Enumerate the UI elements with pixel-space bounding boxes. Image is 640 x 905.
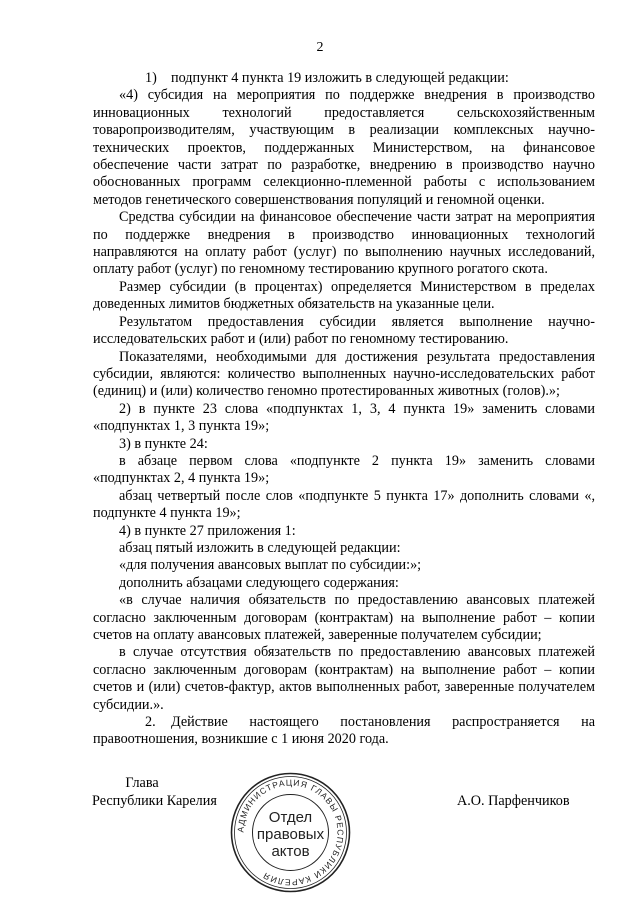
paragraph: Размер субсидии (в процентах) определяется Министерством в пределах доведенных лимитов бюджетных обязательств на указанные цели.	[93, 278, 595, 313]
paragraph: Результатом предоставления субсидии является выполнение научно-исследовательских работ и (или) работ по геномному тестированию.	[93, 313, 595, 348]
paragraph: 4) в пункте 27 приложения 1:	[119, 522, 296, 539]
paragraph: Средства субсидии на финансовое обеспечение части затрат на мероприятия по поддержке внедрения в производство инновационных технологий направляются на оплату работ (услуг) по выполнению научных исследований, оплату работ (услуг) по геномному тестированию крупного рогатого скота.	[93, 209, 595, 278]
stamp-line1: Отдел	[268, 809, 313, 826]
paragraph	[93, 70, 595, 87]
stamp-ring-text: АДМИНИСТРАЦИЯ ГЛАВЫ РЕСПУБЛИКИ КАРЕЛИЯ	[235, 777, 346, 888]
paragraph: абзац четвертый после слов «подпункте 5 пункта 17» дополнить словами «, подпункте 4 пункта 19»;	[93, 487, 595, 522]
stamp-seal	[228, 770, 353, 895]
paragraph: «в случае наличия обязательств по предоставлению авансовых платежей согласно заключенным договорам (контрактам) на выполнение работ – копии счетов на оплату авансовых платежей, заверенные получателем субсидии;	[93, 592, 595, 643]
page-number: 2	[316, 40, 324, 55]
paragraph: 2) в пункте 23 слова «подпунктах 1, 3, 4 пункта 19» заменить словами «подпунктах 1, 3 пункта 19»;	[93, 400, 595, 435]
paragraph: абзац пятый изложить в следующей редакции:	[119, 539, 401, 556]
signatory-title-line2: Республики Карелия	[92, 793, 217, 809]
paragraph-text: подпункт 4 пункта 19 изложить в следующей редакции:	[171, 70, 509, 86]
stamp-line2: правовых	[256, 826, 325, 843]
signatory-title	[92, 774, 222, 810]
paragraph: Показателями, необходимыми для достижения результата предоставления субсидии, являются: количество выполненных научно-исследовательских работ (единиц) и (или) количество геномно протестированных животных (голов).»;	[93, 348, 595, 400]
signatory-title-line1: Глава	[125, 775, 159, 791]
paragraph: в абзаце первом слова «подпункте 2 пункта 19» заменить словами «подпунктах 2, 4 пункта 19»;	[93, 452, 595, 487]
paragraph	[93, 714, 595, 749]
signature-block	[0, 770, 640, 890]
paragraph: «4) субсидия на мероприятия по поддержке внедрения в производство инновационных технологий предоставляется сельскохозяйственным товаропроизводителям, участвующим в реализации комплексных научно-технических проектов, поддержанных Министерством, на финансовое обеспечение части затрат по разработке, внедрению в производство научно обоснованных программ селекционно-племенной работы с использованием методов генетического совершенствования популяций и геномной оценки.	[93, 87, 595, 208]
paragraph-text: Действие настоящего постановления распространяется на правоотношения, возникшие с 1 июня 2020 года.	[93, 714, 595, 748]
signatory-name: А.О. Парфенчиков	[457, 793, 570, 809]
item-number: 2.	[145, 714, 156, 731]
document-body	[93, 70, 595, 749]
stamp-line3: актов	[271, 843, 310, 860]
paragraph: в случае отсутствия обязательств по предоставлению авансовых платежей согласно заключенным договорам (контрактам) на выполнение работ – копии счетов и (или) счетов-фактур, актов выполненных работ, заверенные получателем субсидии.».	[93, 644, 595, 713]
item-number: 1)	[145, 70, 157, 86]
paragraph: 3) в пункте 24:	[119, 435, 208, 452]
paragraph: дополнить абзацами следующего содержания:	[119, 574, 399, 591]
paragraph: «для получения авансовых выплат по субсидии:»;	[119, 557, 422, 574]
